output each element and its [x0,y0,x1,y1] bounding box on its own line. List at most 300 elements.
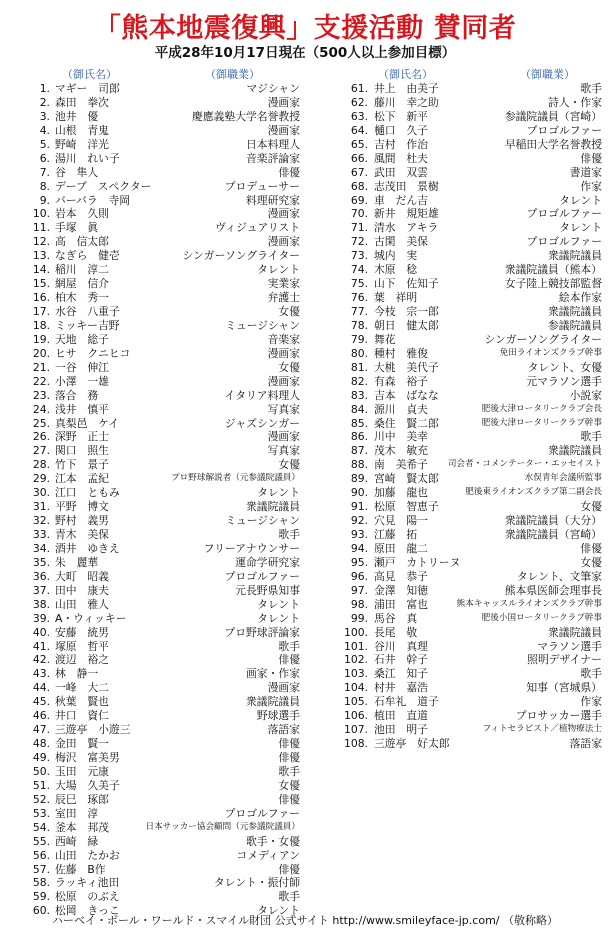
supporter-row [312,709,610,723]
supporter-row [0,598,300,612]
supporter-number: 103. [343,667,368,681]
supporter-number: 31. [32,500,50,514]
supporter-occupation: 肥後小国ロータリークラブ幹事 [481,612,602,623]
supporter-occupation: マジシャン [246,82,300,95]
supporter-row [0,263,300,277]
supporter-row [312,291,610,305]
supporter-occupation: 小説家 [569,388,602,402]
supporter-name: 関口 照生 [55,444,109,458]
page-title: 「熊本地震復興」支援活動 賛同者 [93,13,517,44]
supporter-number: 53. [32,806,50,820]
supporter-occupation: 免田ライオンズクラブ幹事 [499,347,602,358]
supporter-row [312,570,610,584]
supporter-row [312,486,610,500]
supporter-occupation: 司会者・コメンテーター・エッセイスト [447,459,602,470]
supporter-occupation: 写真家 [267,444,300,458]
supporter-row [312,598,610,612]
supporter-occupation: タレント [257,904,300,918]
supporter-number: 95. [350,555,368,569]
page-subtitle: 平成28年10月17日現在（500人以上参加目標） [154,45,456,61]
supporter-number: 19. [32,332,50,346]
supporter-name: 武田 双雲 [374,165,428,179]
supporter-number: 11. [32,221,50,235]
supporter-occupation: 歌手・女優 [246,834,300,848]
supporter-number: 1. [39,82,50,95]
supporter-name: バーバラ 寺岡 [55,193,131,207]
supporter-name: 稲川 淳二 [55,263,109,277]
supporter-row [0,124,300,138]
supporter-row [0,430,300,444]
supporter-number: 55. [32,834,50,848]
supporter-number: 73. [350,249,368,263]
supporter-row [0,821,300,835]
supporter-occupation: 女子陸上競技部監督 [504,277,602,291]
supporter-occupation: 俳優 [278,792,300,806]
supporter-number: 45. [32,695,50,709]
supporter-number: 96. [350,569,368,583]
supporter-name: ラッキィ池田 [55,876,120,890]
supporter-occupation: コメディアン [236,848,300,862]
supporter-number: 5. [39,137,50,151]
supporter-row [312,528,610,542]
supporter-name: ヒサ クニヒコ [55,346,131,360]
supporter-occupation: 歌手 [580,430,602,444]
supporter-number: 23. [32,388,50,402]
supporter-row [312,640,610,654]
supporter-name: 源川 貞夫 [374,402,428,416]
supporter-occupation: タレント [257,486,300,500]
supporter-row [0,570,300,584]
supporter-row [312,235,610,249]
supporter-name: 吉村 作治 [374,137,428,151]
supporter-name: 種村 雅俊 [374,346,428,360]
supporter-name: 三遊亭 小遊三 [55,723,131,737]
supporter-name: 松岡 きっこ [55,904,120,918]
supporter-name: 落合 務 [55,388,99,402]
supporter-name: 山田 たかお [55,848,120,862]
supporter-number: 94. [350,541,368,555]
supporter-occupation: 漫画家 [267,235,300,249]
supporter-number: 84. [350,402,368,416]
supporter-occupation: プロ野球評論家 [224,625,300,639]
supporter-name: 宮崎 賢太郎 [374,472,439,486]
supporter-occupation: 漫画家 [267,374,300,388]
supporter-name: 梅沢 富美男 [55,751,120,764]
supporter-occupation: タレント、文筆家 [516,569,602,583]
supporter-number: 35. [32,555,50,569]
supporter-number: 69. [350,193,368,207]
supporter-occupation: タレント [559,221,602,235]
supporter-occupation: 熊本キャッスルライオンズクラブ幹事 [456,598,602,609]
supporter-occupation: 漫画家 [267,95,300,109]
supporter-occupation: 女優 [278,458,300,472]
supporter-row [0,235,300,249]
supporter-name: 渡辺 裕之 [55,653,109,667]
supporter-occupation: 衆議院議員 [246,695,300,709]
supporter-occupation: 俳優 [278,751,300,764]
supporter-occupation: 女優 [580,500,602,514]
supporter-row [0,876,300,890]
supporter-name: 野村 義男 [55,514,109,528]
supporter-name: 樋口 久子 [374,123,428,137]
supporter-row [0,207,300,221]
supporter-row [312,403,610,417]
supporter-occupation: ヴィジュアリスト [215,221,300,235]
supporter-number: 51. [32,778,50,792]
supporter-occupation: プロデューサー [224,179,300,193]
supporter-row [312,152,610,166]
supporter-name: 室田 淳 [55,806,99,820]
supporter-row [0,361,300,375]
supporter-row [312,277,610,291]
supporter-number: 14. [32,263,50,277]
supporter-occupation: シンガーソングライター [182,249,300,263]
supporter-occupation: 衆議院議員（大分） [504,514,602,528]
supporter-name: 有森 裕子 [374,374,428,388]
supporter-name: 高見 恭子 [374,569,428,583]
supporter-row [0,152,300,166]
supporter-occupation: 歌手 [278,639,300,653]
supporter-name: 木原 稔 [374,263,418,277]
supporter-occupation: 歌手 [278,528,300,541]
supporter-row [0,444,300,458]
supporter-occupation: プロサッカー選手 [515,709,602,723]
supporter-occupation: 実業家 [267,277,300,291]
supporter-number: 7. [39,165,50,179]
supporter-name: 江本 孟紀 [55,472,109,486]
supporter-name: 車 だん吉 [374,193,428,207]
supporter-row [0,221,300,235]
supporter-row [312,612,610,626]
supporter-occupation: 慶應義塾大学名誉教授 [192,109,300,123]
supporter-number: 48. [32,737,50,751]
left-name-header: （御氏名） [62,68,117,81]
supporter-name: 南 美希子 [374,458,428,472]
supporter-row [312,207,610,221]
supporter-name: 佐藤 B作 [55,862,106,876]
supporter-occupation: 女優 [580,555,602,569]
supporter-name: 古閑 美保 [374,235,428,249]
supporter-row [0,863,300,877]
supporter-row [0,514,300,528]
supporter-name: 江口 ともみ [55,486,120,500]
supporter-occupation: ミュージシャン [225,514,300,528]
supporter-row [0,751,300,765]
supporter-number: 26. [32,430,50,444]
supporter-occupation: 書道家 [569,165,602,179]
supporter-row [0,793,300,807]
supporter-number: 79. [350,332,368,346]
supporter-name: 釜本 邦茂 [55,820,109,834]
supporter-number: 40. [32,625,50,639]
supporter-name: 松原 のぶえ [55,890,120,904]
supporter-name: マギー 司郎 [55,82,120,95]
supporter-row [312,500,610,514]
supporter-row [0,890,300,904]
supporter-name: 今枝 宗一郎 [374,305,439,318]
supporter-name: 平野 博文 [55,500,109,514]
supporter-number: 87. [350,444,368,458]
supporter-number: 46. [32,709,50,723]
supporter-number: 59. [32,890,50,904]
supporter-name: 山田 雅人 [55,597,109,611]
supporter-row [0,765,300,779]
supporter-number: 56. [32,848,50,862]
supporter-number: 63. [350,109,368,123]
supporter-row [312,221,610,235]
supporter-number: 66. [350,151,368,165]
supporter-occupation: 参議院議員（宮崎） [504,109,602,123]
supporter-name: 田中 康夫 [55,583,109,597]
supporter-name: 谷川 真理 [374,639,428,653]
supporter-row [312,138,610,152]
supporter-name: 大桃 美代子 [374,360,439,374]
supporter-row [0,472,300,486]
supporter-number: 54. [32,820,50,834]
supporter-number: 41. [32,639,50,653]
right-occupation-header: （御職業） [520,68,575,81]
supporter-name: 山下 佐知子 [374,277,439,291]
supporter-number: 80. [350,346,368,360]
supporter-row [0,82,300,96]
supporter-number: 34. [32,541,50,555]
supporter-name: 池井 優 [55,109,99,123]
supporter-number: 89. [350,472,368,486]
supporter-number: 68. [350,179,368,193]
supporter-occupation: タレント [559,193,602,207]
supporter-name: 湯川 れい子 [55,151,120,165]
supporter-row [312,375,610,389]
supporter-row [312,333,610,347]
supporter-number: 58. [32,876,50,890]
supporter-number: 101. [343,639,368,653]
supporter-number: 2. [39,95,50,109]
supporter-name: 竹下 景子 [55,458,109,472]
supporter-number: 44. [32,681,50,695]
supporter-number: 42. [32,653,50,667]
supporter-occupation: 音楽家 [267,332,300,346]
supporter-name: 朝日 健太郎 [374,318,439,332]
supporter-row [312,584,610,598]
right-supporter-list [312,82,610,751]
supporter-occupation: 元マラソン選手 [526,374,602,388]
supporter-number: 4. [39,123,50,137]
supporter-occupation: プロゴルファー [526,123,602,137]
supporter-number: 10. [32,207,50,221]
supporter-occupation: 作家 [580,179,602,193]
supporter-row [0,542,300,556]
supporter-occupation: 衆議院議員 [548,625,602,639]
supporter-occupation: 衆議院議員 [548,249,602,263]
supporter-row [0,417,300,431]
supporter-occupation: 衆議院議員（熊本） [504,263,602,277]
supporter-occupation: 肥後東ライオンズクラブ第二副会長 [465,487,602,498]
supporter-number: 75. [350,277,368,291]
supporter-row [312,249,610,263]
supporter-occupation: 歌手 [278,764,300,778]
supporter-row [0,110,300,124]
supporter-name: 大町 昭義 [55,569,109,583]
supporter-name: 真梨邑 ケイ [55,416,120,430]
supporter-number: 82. [350,374,368,388]
supporter-number: 15. [32,277,50,291]
supporter-name: 辰巳 琢郎 [55,792,109,806]
supporter-row [312,389,610,403]
supporter-name: 風間 杜夫 [374,151,428,165]
supporter-row [312,472,610,486]
supporter-occupation: シンガーソングライター [484,332,602,346]
supporter-occupation: 漫画家 [267,681,300,695]
supporter-name: 手塚 眞 [55,221,99,235]
supporter-number: 85. [350,416,368,430]
supporter-row [312,737,610,751]
supporter-occupation: 漫画家 [267,430,300,444]
supporter-row [0,779,300,793]
supporter-number: 6. [39,151,50,165]
supporter-name: 天地 総子 [55,332,109,346]
supporter-row [312,263,610,277]
supporter-occupation: 画家・作家 [246,667,300,681]
supporter-occupation: 漫画家 [267,346,300,360]
supporter-occupation: 漫画家 [267,123,300,137]
supporter-row [312,82,610,96]
supporter-name: 藤川 幸之助 [374,95,439,109]
supporter-occupation: 衆議院議員 [548,444,602,458]
supporter-name: 安藤 統男 [55,625,109,639]
supporter-name: 加藤 龍也 [374,486,428,500]
supporter-number: 99. [350,611,368,625]
supporter-occupation: マラソン選手 [537,639,602,653]
supporter-occupation: タレント、女優 [527,360,602,374]
supporter-occupation: 俳優 [278,653,300,667]
supporter-occupation: 元長野県知事 [235,583,300,597]
supporter-row [0,695,300,709]
supporter-row [0,681,300,695]
supporter-name: 森田 拳次 [55,95,109,109]
supporter-row [0,347,300,361]
supporter-row [312,723,610,737]
supporter-occupation: 野球選手 [256,709,300,723]
supporter-number: 67. [350,165,368,179]
supporter-number: 12. [32,235,50,249]
supporter-name: 長尾 敬 [374,625,418,639]
supporter-number: 70. [350,207,368,221]
supporter-occupation: 女優 [278,778,300,792]
supporter-occupation: イタリア料理人 [224,388,300,402]
supporter-number: 61. [350,82,368,95]
supporter-occupation: 日本サッカー協会顧問（元参議院議員） [145,821,300,832]
supporter-row [0,249,300,263]
supporter-name: 西崎 緑 [55,834,99,848]
supporter-number: 71. [350,221,368,235]
supporter-occupation: プロゴルファー [224,569,300,583]
supporter-occupation: 絵本作家 [558,291,602,305]
supporter-number: 47. [32,723,50,737]
supporter-occupation: フィトセラピスト／植物療法士 [482,724,602,735]
supporter-name: 金田 賢一 [55,737,109,751]
supporter-name: 玉田 元康 [55,764,109,778]
supporter-row [0,333,300,347]
supporter-name: 松下 新平 [374,109,428,123]
supporter-number: 16. [32,291,50,305]
supporter-row [0,612,300,626]
supporter-occupation: タレント [257,597,300,611]
right-name-header: （御氏名） [378,68,433,81]
supporter-number: 50. [32,764,50,778]
supporter-row [312,417,610,431]
supporter-name: 城内 実 [374,249,418,263]
supporter-name: 桑住 賢二郎 [374,416,439,430]
supporter-occupation: 歌手 [580,667,602,681]
supporter-number: 106. [343,709,368,723]
supporter-row [0,723,300,737]
supporter-row [312,542,610,556]
supporter-number: 105. [343,695,368,709]
supporter-row [0,96,300,110]
supporter-occupation: 衆議院議員 [548,305,602,318]
supporter-number: 13. [32,249,50,263]
supporter-name: 穴見 陽一 [374,514,428,528]
supporter-occupation: プロゴルファー [224,806,300,820]
supporter-row [0,180,300,194]
supporter-number: 29. [32,472,50,486]
supporter-occupation: タレント・振付師 [213,876,300,890]
supporter-name: 網屋 信介 [55,277,109,291]
supporter-occupation: 水俣青年会議所監事 [524,473,602,484]
supporter-number: 20. [32,346,50,360]
supporter-row [0,737,300,751]
supporter-name: 一谷 伸江 [55,360,109,374]
supporter-row [0,319,300,333]
left-supporter-list [0,82,300,918]
supporter-number: 81. [350,360,368,374]
supporter-name: 一峰 大二 [55,681,109,695]
supporter-number: 32. [32,514,50,528]
supporter-name: 高 信太郎 [55,235,109,249]
supporter-name: A・ウィッキー [55,611,127,625]
supporter-number: 39. [32,611,50,625]
left-occupation-header: （御職業） [205,68,260,81]
supporter-occupation: 音楽評論家 [246,151,300,165]
footer-text: ハーベイ・ボール・ワールド・スマイル財団 公式サイト http://www.smileyface-jp.com/ （敬称略） [52,914,558,927]
supporter-occupation: プロ野球解説者（元参議院議員） [171,473,300,484]
supporter-row [0,403,300,417]
supporter-number: 9. [39,193,50,207]
supporter-occupation: 作家 [580,695,602,709]
supporter-name: 大場 久美子 [55,778,120,792]
supporter-row [0,807,300,821]
supporter-number: 104. [343,681,368,695]
supporter-number: 90. [350,486,368,500]
supporter-occupation: 落語家 [569,737,602,751]
supporter-occupation: 照明デザイナー [527,653,602,667]
supporter-occupation: ジャズシンガー [224,416,300,430]
supporter-name: 江藤 拓 [374,528,418,541]
supporter-number: 30. [32,486,50,500]
supporter-row [312,180,610,194]
supporter-row [0,584,300,598]
supporter-row [312,361,610,375]
supporter-occupation: 弁護士 [267,291,300,305]
supporter-name: 深野 正士 [55,430,109,444]
supporter-number: 107. [343,723,368,737]
supporter-name: 清水 アキラ [374,221,439,235]
supporter-number: 65. [350,137,368,151]
supporter-number: 92. [350,514,368,528]
supporter-number: 33. [32,528,50,541]
supporter-number: 83. [350,388,368,402]
supporter-number: 77. [350,305,368,318]
